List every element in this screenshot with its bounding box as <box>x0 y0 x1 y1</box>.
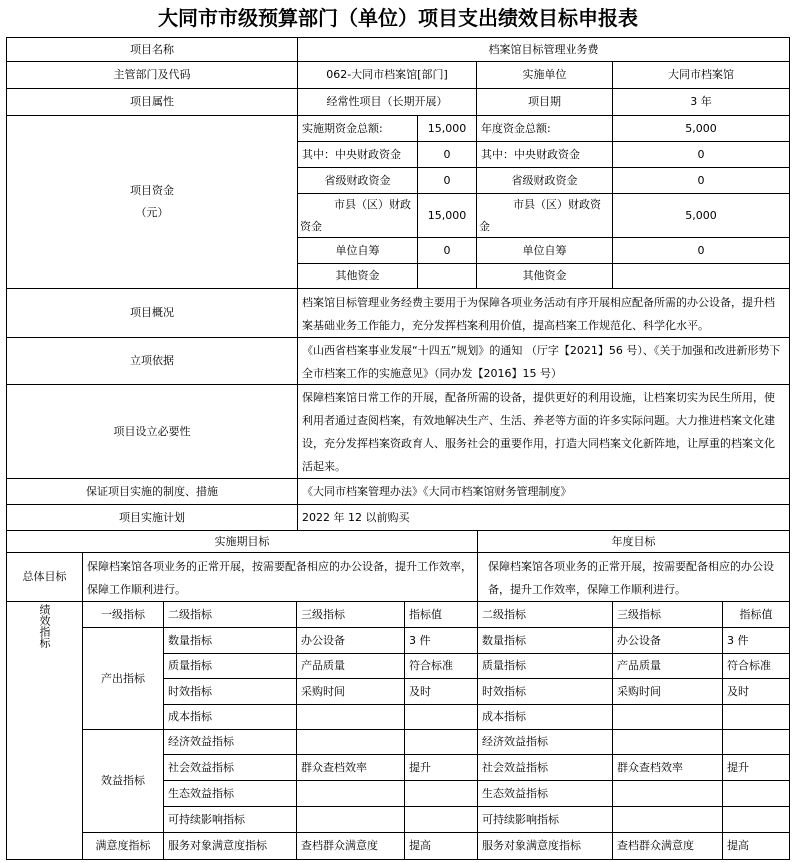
indicator-cell-l3b <box>612 780 723 807</box>
indicator-cell-l2: 服务对象满意度指标 <box>163 832 297 860</box>
group-output: 产出指标 <box>82 627 164 730</box>
indicator-cell-valb: 提升 <box>722 754 790 781</box>
indicator-cell-l3b <box>612 704 723 730</box>
indicator-cell-l2: 时效指标 <box>163 678 297 705</box>
indicator-cell-l3b <box>612 729 723 755</box>
indicator-cell-val: 提高 <box>404 832 478 860</box>
header-val: 指标值 <box>404 601 478 628</box>
header-l2: 二级指标 <box>163 601 297 628</box>
funds-city-label-annual: 市县（区）财政资金 <box>476 193 613 238</box>
funds-total-label: 实施期资金总额: <box>297 115 418 142</box>
basis-label: 立项依据 <box>6 337 298 385</box>
group-satisfaction: 满意度指标 <box>82 832 164 860</box>
indicator-cell-l3b: 办公设备 <box>612 627 723 654</box>
indicator-cell-valb <box>722 806 790 833</box>
annual-goal-header: 年度目标 <box>477 530 790 553</box>
form-title: 大同市市级预算部门（单位）项目支出绩效目标申报表 <box>158 6 638 30</box>
funds-central-value: 0 <box>417 141 477 168</box>
system-text: 《大同市档案管理办法》《大同市档案馆财务管理制度》 <box>297 478 790 505</box>
indicator-cell-val: 3 件 <box>404 627 478 654</box>
funds-other-value <box>417 263 477 289</box>
overview-label: 项目概况 <box>6 288 298 338</box>
necessity-label: 项目设立必要性 <box>6 384 298 479</box>
indicator-cell-l2: 数量指标 <box>163 627 297 654</box>
plan-label: 项目实施计划 <box>6 504 298 531</box>
indicator-cell-l3b: 产品质量 <box>612 653 723 679</box>
project-name-label: 项目名称 <box>6 37 298 62</box>
indicator-cell-l3b: 查档群众满意度 <box>612 832 723 860</box>
indicator-cell-l2: 质量指标 <box>163 653 297 679</box>
funds-other-value-annual <box>612 263 790 289</box>
indicator-cell-l2: 可持续影响指标 <box>163 806 297 833</box>
plan-text: 2022 年 12 以前购买 <box>297 504 790 531</box>
indicator-cell-val <box>404 780 478 807</box>
indicator-cell-l3: 查档群众满意度 <box>296 832 405 860</box>
basis-text: 《山西省档案事业发展“十四五”规划》的通知 （厅字【2021】56 号）、《关于加强和改进新形势下全市档案工作的实施意见》（同办发【2016】15 号） <box>297 337 790 385</box>
indicator-cell-l3: 群众查档效率 <box>296 754 405 781</box>
funds-other-label: 其他资金 <box>297 263 418 289</box>
impl-goal-header: 实施期目标 <box>6 530 478 553</box>
funds-city-label: 市县（区）财政资金 <box>297 193 418 238</box>
indicator-cell-valb: 符合标准 <box>722 653 790 679</box>
overview-text: 档案馆目标管理业务经费主要用于为保障各项业务活动有序开展相应配备所需的办公设备，提升档案基础业务工作能力，充分发挥档案利用价值，提高档案工作规范化、科学化水平。 <box>297 288 790 338</box>
header-l1: 一级指标 <box>82 601 164 628</box>
funds-total-value: 15,000 <box>417 115 477 142</box>
indicator-cell-l2b: 成本指标 <box>477 704 613 730</box>
indicator-cell-val: 及时 <box>404 678 478 705</box>
indicator-cell-l2: 社会效益指标 <box>163 754 297 781</box>
indicator-cell-l2: 经济效益指标 <box>163 729 297 755</box>
header-l3: 三级指标 <box>296 601 405 628</box>
funds-self-value: 0 <box>417 237 477 264</box>
period-value: 3 年 <box>612 88 790 116</box>
perf-indicators-label: 绩效指标 <box>6 601 83 860</box>
project-name-value: 档案馆目标管理业务费 <box>297 37 790 62</box>
indicator-cell-valb <box>722 704 790 730</box>
funds-central-label: 其中：中央财政资金 <box>297 141 418 168</box>
indicator-cell-l2b: 可持续影响指标 <box>477 806 613 833</box>
indicator-cell-l2b: 时效指标 <box>477 678 613 705</box>
funds-annual-label: 年度资金总额: <box>476 115 613 142</box>
funds-city-value: 15,000 <box>417 193 477 238</box>
header-l3-annual: 三级指标 <box>612 601 723 628</box>
funds-annual-value: 5,000 <box>612 115 790 142</box>
funds-central-label-annual: 其中：中央财政资金 <box>476 141 613 168</box>
indicator-cell-val <box>404 729 478 755</box>
impl-unit-value: 大同市档案馆 <box>612 61 790 89</box>
indicator-cell-l3: 采购时间 <box>296 678 405 705</box>
funds-province-value-annual: 0 <box>612 167 790 194</box>
overall-goal-impl: 保障档案馆各项业务的正常开展，按需要配备相应的办公设备，提升工作效率，保障工作顺利进行。 <box>82 552 478 602</box>
group-benefit: 效益指标 <box>82 729 164 833</box>
header-l2-annual: 二级指标 <box>477 601 613 628</box>
funds-other-label-annual: 其他资金 <box>476 263 613 289</box>
funds-self-label-annual: 单位自筹 <box>476 237 613 264</box>
indicator-cell-l2: 成本指标 <box>163 704 297 730</box>
dept-value: 062-大同市档案馆[部门] <box>297 61 477 89</box>
indicator-cell-l3b: 群众查档效率 <box>612 754 723 781</box>
indicator-cell-val <box>404 806 478 833</box>
indicator-cell-valb <box>722 780 790 807</box>
funds-self-value-annual: 0 <box>612 237 790 264</box>
period-label: 项目期 <box>476 88 613 116</box>
indicator-cell-valb <box>722 729 790 755</box>
indicator-cell-l3 <box>296 729 405 755</box>
indicator-cell-l3 <box>296 806 405 833</box>
indicator-cell-valb: 及时 <box>722 678 790 705</box>
indicator-cell-val <box>404 704 478 730</box>
indicator-cell-l2b: 社会效益指标 <box>477 754 613 781</box>
attr-label: 项目属性 <box>6 88 298 116</box>
funds-label: 项目资金 （元） <box>6 115 298 289</box>
indicator-cell-l2b: 生态效益指标 <box>477 780 613 807</box>
indicator-cell-l2b: 经济效益指标 <box>477 729 613 755</box>
indicator-cell-l2b: 服务对象满意度指标 <box>477 832 613 860</box>
funds-self-label: 单位自筹 <box>297 237 418 264</box>
indicator-cell-valb: 3 件 <box>722 627 790 654</box>
indicator-cell-l2: 生态效益指标 <box>163 780 297 807</box>
funds-central-value-annual: 0 <box>612 141 790 168</box>
system-label: 保证项目实施的制度、措施 <box>6 478 298 505</box>
indicator-cell-l3 <box>296 704 405 730</box>
dept-label: 主管部门及代码 <box>6 61 298 89</box>
funds-city-value-annual: 5,000 <box>612 193 790 238</box>
indicator-cell-l3 <box>296 780 405 807</box>
overall-goal-annual: 保障档案馆各项业务的正常开展，按需要配备相应的办公设备，提升工作效率，保障工作顺利进行。 <box>477 552 790 602</box>
header-val-annual: 指标值 <box>722 601 790 628</box>
indicator-cell-val: 符合标准 <box>404 653 478 679</box>
indicator-cell-val: 提升 <box>404 754 478 781</box>
attr-value: 经常性项目（长期开展） <box>297 88 477 116</box>
indicator-cell-l3b: 采购时间 <box>612 678 723 705</box>
funds-province-label-annual: 省级财政资金 <box>476 167 613 194</box>
necessity-text: 保障档案馆日常工作的开展，配备所需的设备，提供更好的利用设施，让档案切实为民生所用，使利用者通过查阅档案，有效地解决生产、生活、养老等方面的许多实际问题。大力推进档案文化建设，充分发挥档案资政育人、服务社会的重要作用，打造大同档案文化新阵地，让厚重的档案文化活起来。 <box>297 384 790 479</box>
funds-province-value: 0 <box>417 167 477 194</box>
indicator-cell-l2b: 质量指标 <box>477 653 613 679</box>
indicator-cell-l3b <box>612 806 723 833</box>
indicator-cell-l3: 办公设备 <box>296 627 405 654</box>
overall-goal-label: 总体目标 <box>6 552 83 602</box>
indicator-cell-valb: 提高 <box>722 832 790 860</box>
indicator-cell-l3: 产品质量 <box>296 653 405 679</box>
impl-unit-label: 实施单位 <box>476 61 613 89</box>
indicator-cell-l2b: 数量指标 <box>477 627 613 654</box>
funds-province-label: 省级财政资金 <box>297 167 418 194</box>
